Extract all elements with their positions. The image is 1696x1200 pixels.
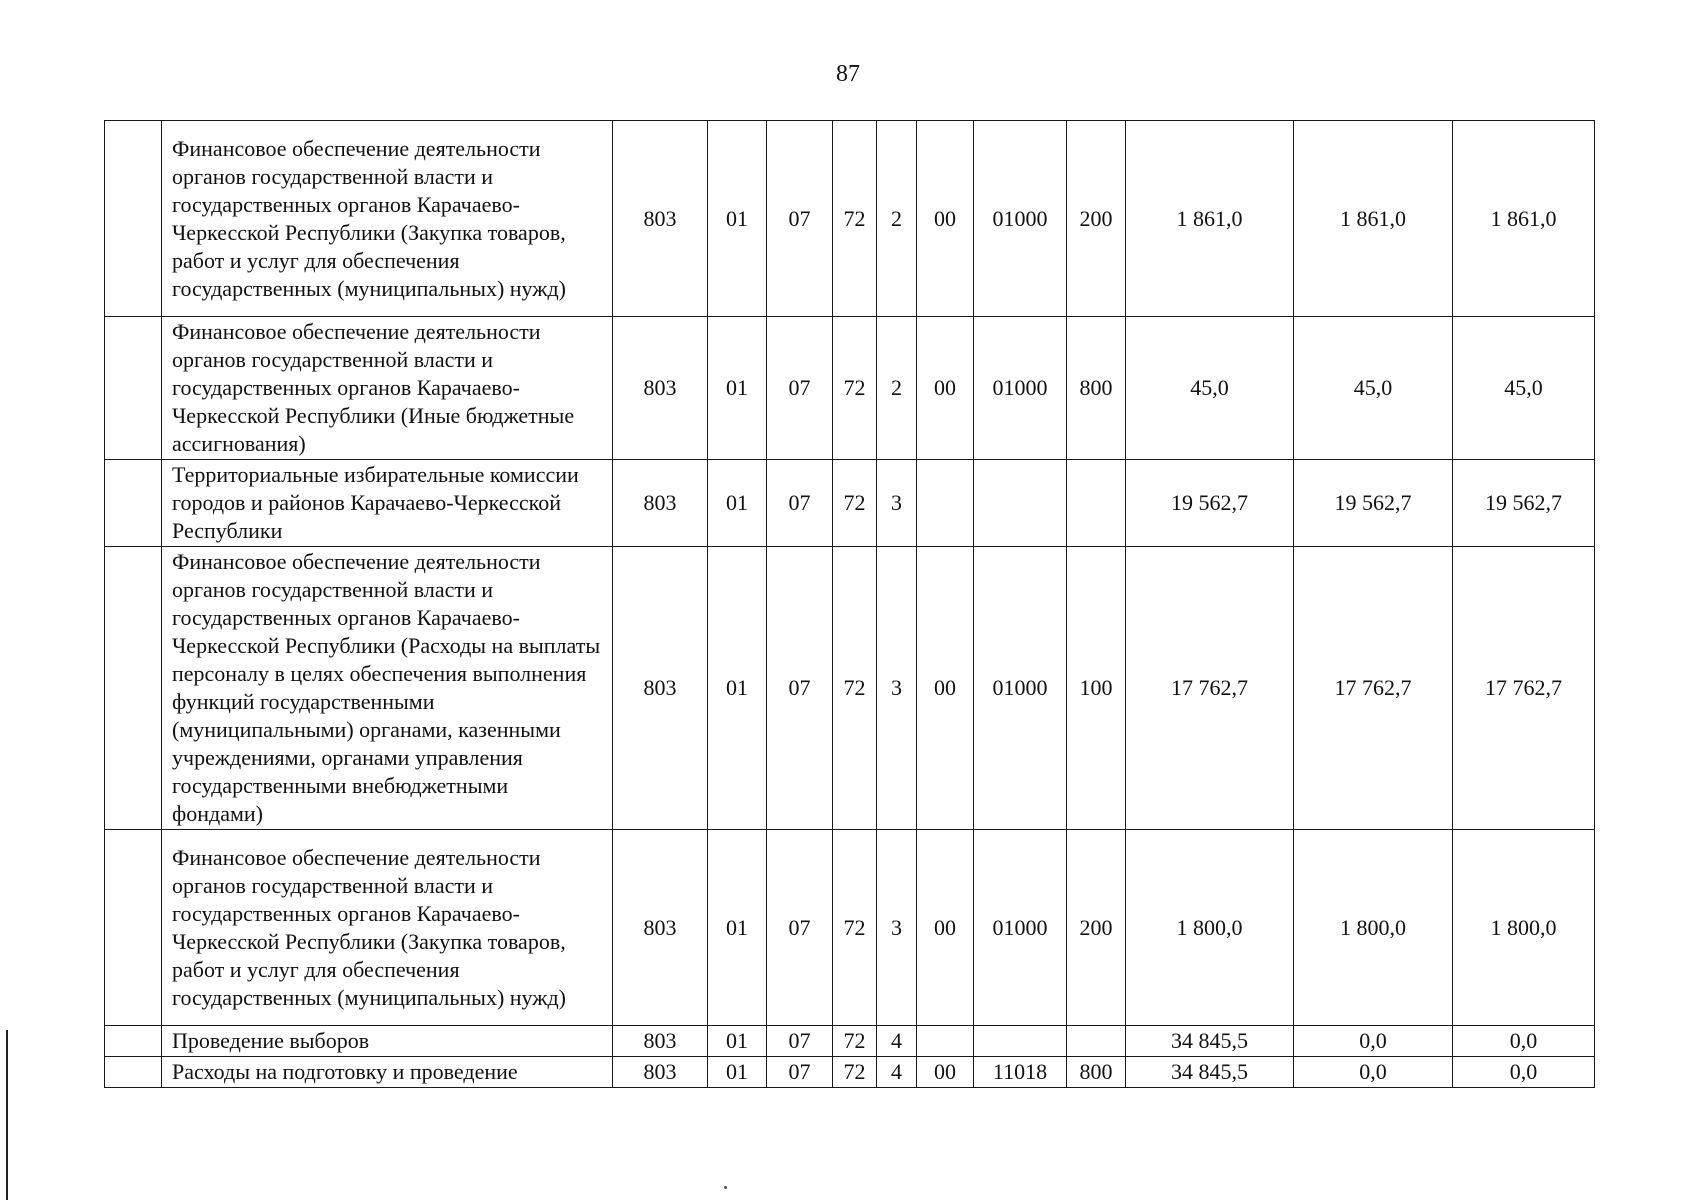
row-number-cell <box>105 317 162 460</box>
main-event-code: 00 <box>917 121 974 317</box>
direction-code: 01000 <box>974 830 1067 1026</box>
expense-type-code: 800 <box>1067 317 1126 460</box>
main-event-code <box>917 1026 974 1057</box>
direction-code: 01000 <box>974 121 1067 317</box>
scan-speck <box>724 1186 727 1189</box>
amount-year3: 0,0 <box>1453 1057 1595 1088</box>
subprogram-code: 2 <box>877 317 917 460</box>
ministry-code: 803 <box>613 317 708 460</box>
program-code: 72 <box>833 460 877 547</box>
subsection-code: 07 <box>767 460 833 547</box>
subsection-code: 07 <box>767 121 833 317</box>
subprogram-code: 2 <box>877 121 917 317</box>
direction-code <box>974 460 1067 547</box>
subprogram-code: 4 <box>877 1026 917 1057</box>
scan-margin-line <box>6 1030 8 1200</box>
main-event-code: 00 <box>917 317 974 460</box>
expense-type-code: 100 <box>1067 547 1126 830</box>
row-number-cell <box>105 1026 162 1057</box>
ministry-code: 803 <box>613 547 708 830</box>
section-code: 01 <box>708 547 767 830</box>
section-code: 01 <box>708 1057 767 1088</box>
amount-year3: 1 861,0 <box>1453 121 1595 317</box>
amount-year1: 19 562,7 <box>1126 460 1294 547</box>
program-code: 72 <box>833 830 877 1026</box>
item-name: Финансовое обеспечение деятельности органов государственной власти и государственных органов Карачаево-Черкесской Республики (Закупка товаров, работ и услуг для обеспечения государственных (муниципальных) нужд) <box>162 121 613 317</box>
program-code: 72 <box>833 121 877 317</box>
main-event-code: 00 <box>917 547 974 830</box>
expense-type-code: 800 <box>1067 1057 1126 1088</box>
item-name: Проведение выборов <box>162 1026 613 1057</box>
amount-year2: 0,0 <box>1294 1057 1453 1088</box>
table-row <box>105 460 1595 547</box>
row-number-cell <box>105 121 162 317</box>
table-row <box>105 1057 1595 1088</box>
subsection-code: 07 <box>767 1026 833 1057</box>
subsection-code: 07 <box>767 547 833 830</box>
section-code: 01 <box>708 121 767 317</box>
item-name: Финансовое обеспечение деятельности органов государственной власти и государственных органов Карачаево-Черкесской Республики (Расходы на выплаты персоналу в целях обеспечения выполнения функций государственными (муниципальными) органами, казенными учреждениями, органами управления государственными внебюджетными фондами) <box>162 547 613 830</box>
program-code: 72 <box>833 547 877 830</box>
main-event-code: 00 <box>917 830 974 1026</box>
section-code: 01 <box>708 317 767 460</box>
expense-type-code <box>1067 1026 1126 1057</box>
amount-year1: 45,0 <box>1126 317 1294 460</box>
subsection-code: 07 <box>767 1057 833 1088</box>
direction-code <box>974 1026 1067 1057</box>
item-name: Финансовое обеспечение деятельности органов государственной власти и государственных органов Карачаево-Черкесской Республики (Иные бюджетные ассигнования) <box>162 317 613 460</box>
item-name: Финансовое обеспечение деятельности органов государственной власти и государственных органов Карачаево-Черкесской Республики (Закупка товаров, работ и услуг для обеспечения государственных (муниципальных) нужд) <box>162 830 613 1026</box>
program-code: 72 <box>833 1026 877 1057</box>
direction-code: 01000 <box>974 547 1067 830</box>
table-row <box>105 830 1595 1026</box>
direction-code: 11018 <box>974 1057 1067 1088</box>
amount-year1: 17 762,7 <box>1126 547 1294 830</box>
ministry-code: 803 <box>613 121 708 317</box>
subsection-code: 07 <box>767 317 833 460</box>
main-event-code: 00 <box>917 1057 974 1088</box>
table-row <box>105 317 1595 460</box>
section-code: 01 <box>708 1026 767 1057</box>
subprogram-code: 3 <box>877 547 917 830</box>
amount-year3: 17 762,7 <box>1453 547 1595 830</box>
expense-type-code: 200 <box>1067 121 1126 317</box>
amount-year2: 45,0 <box>1294 317 1453 460</box>
amount-year3: 0,0 <box>1453 1026 1595 1057</box>
ministry-code: 803 <box>613 830 708 1026</box>
row-number-cell <box>105 547 162 830</box>
budget-table <box>104 120 1595 1088</box>
amount-year3: 1 800,0 <box>1453 830 1595 1026</box>
subprogram-code: 3 <box>877 460 917 547</box>
item-name: Территориальные избирательные комиссии городов и районов Карачаево-Черкесской Республики <box>162 460 613 547</box>
table-row <box>105 121 1595 317</box>
amount-year1: 1 861,0 <box>1126 121 1294 317</box>
item-name: Расходы на подготовку и проведение <box>162 1057 613 1088</box>
subprogram-code: 4 <box>877 1057 917 1088</box>
section-code: 01 <box>708 460 767 547</box>
table-row <box>105 547 1595 830</box>
expense-type-code: 200 <box>1067 830 1126 1026</box>
row-number-cell <box>105 1057 162 1088</box>
row-number-cell <box>105 830 162 1026</box>
amount-year2: 0,0 <box>1294 1026 1453 1057</box>
amount-year1: 1 800,0 <box>1126 830 1294 1026</box>
section-code: 01 <box>708 830 767 1026</box>
amount-year2: 19 562,7 <box>1294 460 1453 547</box>
direction-code: 01000 <box>974 317 1067 460</box>
table-row <box>105 1026 1595 1057</box>
amount-year1: 34 845,5 <box>1126 1026 1294 1057</box>
amount-year2: 1 861,0 <box>1294 121 1453 317</box>
ministry-code: 803 <box>613 460 708 547</box>
amount-year2: 1 800,0 <box>1294 830 1453 1026</box>
page-number: 87 <box>836 61 860 87</box>
expense-type-code <box>1067 460 1126 547</box>
row-number-cell <box>105 460 162 547</box>
amount-year1: 34 845,5 <box>1126 1057 1294 1088</box>
ministry-code: 803 <box>613 1057 708 1088</box>
amount-year3: 19 562,7 <box>1453 460 1595 547</box>
program-code: 72 <box>833 1057 877 1088</box>
subsection-code: 07 <box>767 830 833 1026</box>
amount-year3: 45,0 <box>1453 317 1595 460</box>
amount-year2: 17 762,7 <box>1294 547 1453 830</box>
subprogram-code: 3 <box>877 830 917 1026</box>
program-code: 72 <box>833 317 877 460</box>
main-event-code <box>917 460 974 547</box>
ministry-code: 803 <box>613 1026 708 1057</box>
